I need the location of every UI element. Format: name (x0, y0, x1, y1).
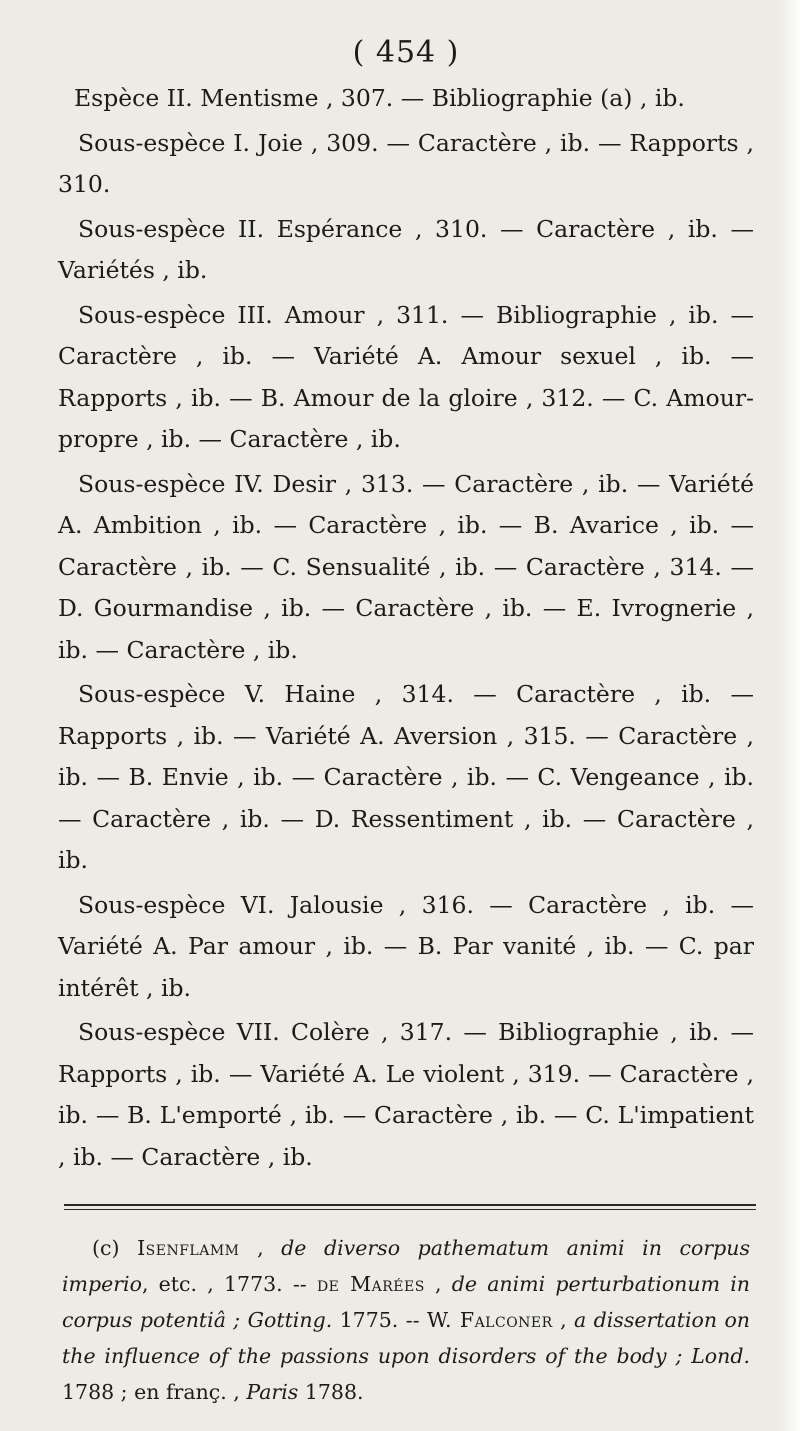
toc-entry-sous-espece-vii: Sous-espèce VII. Colère , 317. — Bibliographie , ib. — Rapports , ib. — Variété A. Le violent , 319. — Caractère , ib. — B. L'emporté , ib. — Caractère , ib. — C. L'impatient , ib. — Caractère , ib. (58, 1018, 754, 1171)
toc-entry-espece-ii: Espèce II. Mentisme , 307. — Bibliographie (a) , ib. (74, 84, 685, 112)
footnote-publication-3: 1788 ; en franç. , (62, 1380, 247, 1404)
page-number: ( 454 ) (352, 35, 460, 70)
footnote-publication-2: 1775. -- (332, 1308, 427, 1332)
footnote-marker: (c) (92, 1236, 120, 1260)
toc-entry-sous-espece-iii: Sous-espèce III. Amour , 311. — Bibliographie , ib. — Caractère , ib. — Variété A. Amour sexuel , ib. — Rapports , ib. — B. Amour de la gloire , 312. — C. Amour-propre , ib. — Caractère , ib. (58, 300, 754, 453)
footnote-place-3: Paris (246, 1380, 299, 1404)
table-of-contents-entries (58, 78, 754, 1178)
footnote-title-2: de animi perturbationum in corpus potentiâ ; Gotting. (62, 1272, 750, 1332)
toc-entry-sous-espece-iv: Sous-espèce IV. Desir , 313. — Caractère , ib. — Variété A. Ambition , ib. — Caractère , ib. — B. Avarice , ib. — Caractère , ib. — C. Sensualité , ib. — Caractère , 314. — D. Gourmandise , ib. — Caractère , ib. — E. Ivrognerie , ib. — Caractère , ib. (58, 469, 754, 664)
footnote-author-2: de Marées (316, 1272, 425, 1296)
footnote-author-3: W. Falconer (426, 1308, 553, 1332)
toc-entry-sous-espece-i: Sous-espèce I. Joie , 309. — Caractère , ib. — Rapports , 310. (58, 128, 754, 198)
footnote: (c) Isenflamm , de diverso pathematum animi in corpus imperio, etc. , 1773. -- de Marées , de animi perturbationum in corpus potentiâ ; Gotting. 1775. -- W. Falconer , a dissertation on the influence of the passions upon disorders of the body ; Lond. 1788 ; en franç. , Paris 1788. (62, 1236, 751, 1404)
toc-entry-sous-espece-ii: Sous-espèce II. Espérance , 310. — Caractère , ib. — Variétés , ib. (58, 214, 754, 284)
footnote-title-3: a dissertation on the influence of the passions upon disorders of the body ; Lond. (62, 1308, 751, 1368)
toc-entry-sous-espece-vi: Sous-espèce VI. Jalousie , 316. — Caractère , ib. — Variété A. Par amour , ib. — B. Par vanité , ib. — C. par intérêt , ib. (58, 890, 754, 1002)
footnote-author-1: Isenflamm (137, 1236, 240, 1260)
footnote-year-3: 1788. (298, 1380, 364, 1404)
footnote-title-1: de diverso pathematum animi in corpus imperio (62, 1236, 750, 1296)
footnote-publication-1: , etc. , 1773. -- (141, 1272, 317, 1296)
toc-entry-sous-espece-v: Sous-espèce V. Haine , 314. — Caractère , ib. — Rapports , ib. — Variété A. Aversion , 315. — Caractère , ib. — B. Envie , ib. — Caractère , ib. — C. Vengeance , ib. — Caractère , ib. — D. Ressentiment , ib. — Caractère , ib. (58, 680, 754, 874)
footnote-divider (64, 1204, 756, 1210)
